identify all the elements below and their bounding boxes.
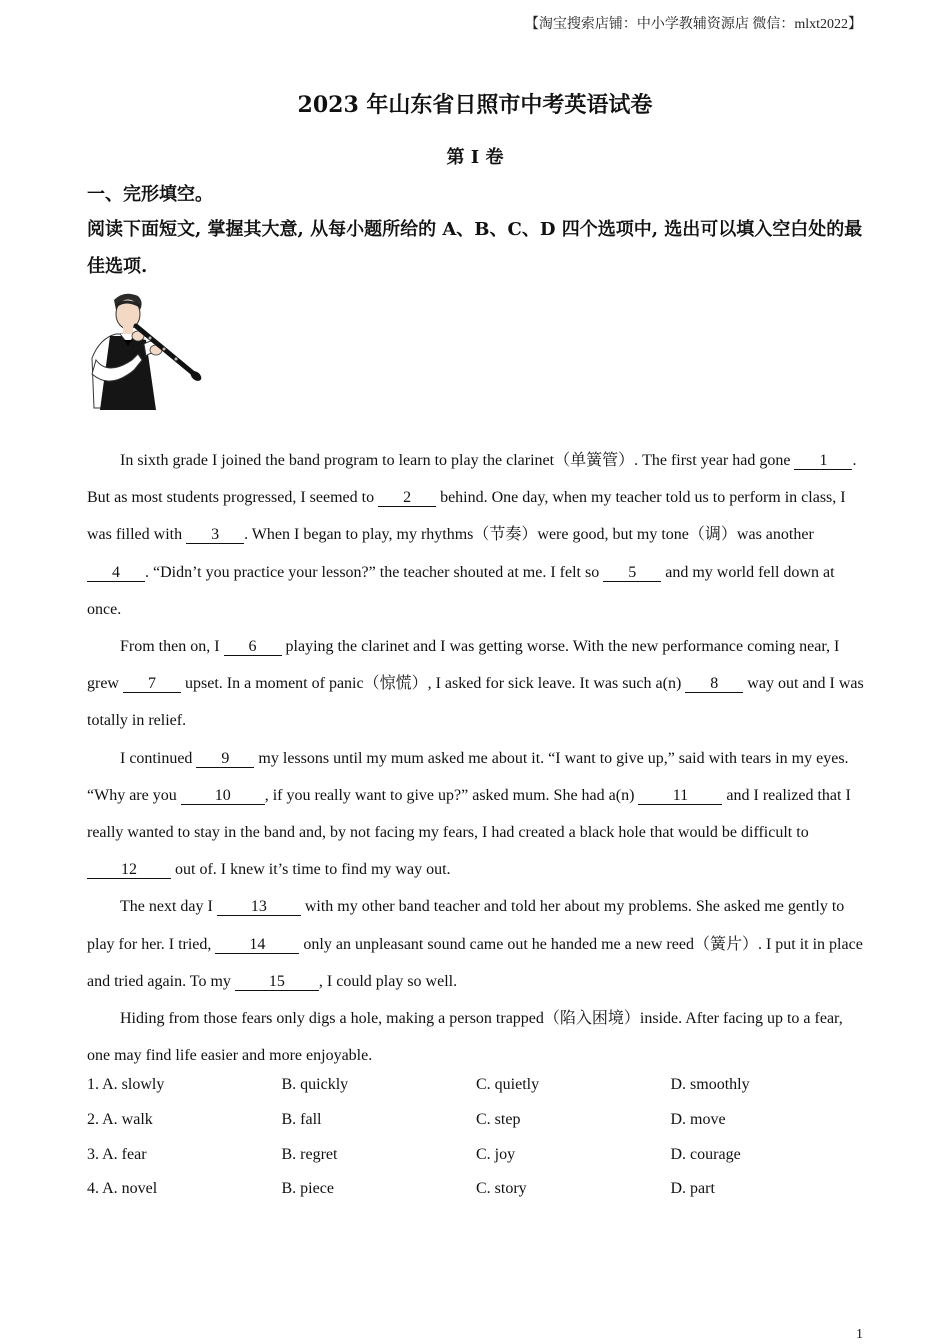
option-row [87, 1137, 867, 1172]
blank-4[interactable]: 4 [87, 564, 145, 582]
passage-paragraph-2: From then on, I 6 playing the clarinet and I was getting worse. With the new performance coming near, I grew 7 upset. In a moment of panic（惊慌）, I asked for sick leave. It was such a(n) 8 way out and I was totally in relief. [87, 638, 864, 730]
option-c[interactable]: C. quietly [476, 1076, 540, 1094]
blank-6[interactable]: 6 [224, 638, 282, 656]
header-note: 【淘宝搜索店铺：中小学教辅资源店 微信：mlxt2022】 [524, 17, 862, 32]
blank-7[interactable]: 7 [123, 675, 181, 693]
option-b[interactable]: B. regret [281, 1145, 338, 1163]
section-heading: 一、完形填空。 [87, 184, 213, 205]
blank-3[interactable]: 3 [186, 526, 244, 544]
option-b[interactable]: B. fall [281, 1111, 322, 1129]
option-row [87, 1103, 867, 1138]
passage-paragraph-5: Hiding from those fears only digs a hole, making a person trapped（陷入困境）inside. After facing up to a fear, one may find life easier and more enjoyable. [87, 1010, 843, 1065]
blank-1[interactable]: 1 [794, 452, 852, 470]
option-c[interactable]: C. story [476, 1180, 527, 1198]
option-row [87, 1068, 867, 1103]
passage-paragraph-1: In sixth grade I joined the band program to learn to play the clarinet（单簧管）. The first year had gone 1 . But as most students progressed, I seemed to 2 behind. One day, when my teacher told us to perform in class, I was filled with 3 . When I began to play, my rhythms（节奏）were good, but my tone（调）was another 4 . “Didn’t you practice your lesson?” the teacher shouted at me. I felt so 5 and my world fell down at once. [87, 452, 857, 618]
option-d[interactable]: D. move [670, 1111, 726, 1129]
option-c[interactable]: C. step [476, 1111, 521, 1129]
volume-label: 第 I 卷 [446, 147, 504, 168]
blank-12[interactable]: 12 [87, 861, 171, 879]
passage-paragraph-4: The next day I 13 with my other band teacher and told her about my problems. She asked me gently to play for her. I tried, 14 only an unpleasant sound came out he handed me a new reed（簧片）. I put it in place and tried again. To my 15 , I could play so well. [87, 898, 863, 990]
option-c[interactable]: C. joy [476, 1145, 516, 1163]
option-a[interactable]: 4. A. novel [87, 1180, 158, 1198]
blank-8[interactable]: 8 [685, 675, 743, 693]
option-b[interactable]: B. quickly [281, 1076, 349, 1094]
option-d[interactable]: D. courage [670, 1145, 741, 1163]
page-number: 1 [856, 1327, 863, 1342]
blank-10[interactable]: 10 [181, 787, 265, 805]
page-title: 2023 年山东省日照市中考英语试卷 [297, 92, 653, 118]
option-d[interactable]: D. part [670, 1180, 715, 1198]
option-a[interactable]: 2. A. walk [87, 1111, 153, 1129]
answer-options [87, 1068, 867, 1207]
passage-paragraph-3: I continued 9 my lessons until my mum asked me about it. “I want to give up,” said with tears in my eyes. “Why are you 10 , if you really want to give up?” asked mum. She had a(n) 11 and I realized that I really wanted to stay in the band and, by not facing my fears, I had created a black hole that would be difficult to 12 out of. I knew it’s time to find my way out. [87, 749, 851, 879]
option-row [87, 1172, 867, 1207]
blank-9[interactable]: 9 [196, 750, 254, 768]
option-d[interactable]: D. smoothly [670, 1076, 750, 1094]
option-a[interactable]: 1. A. slowly [87, 1076, 165, 1094]
blank-2[interactable]: 2 [378, 489, 436, 507]
blank-5[interactable]: 5 [603, 564, 661, 582]
passage [87, 442, 865, 1074]
option-b[interactable]: B. piece [281, 1180, 334, 1198]
blank-14[interactable]: 14 [215, 936, 299, 954]
instructions: 阅读下面短文, 掌握其大意, 从每小题所给的 A、B、C、D 四个选项中, 选出可以填入空白处的最佳选项. [87, 219, 863, 277]
clarinet-player-icon [86, 288, 206, 418]
blank-13[interactable]: 13 [217, 898, 301, 916]
blank-11[interactable]: 11 [638, 787, 722, 805]
option-a[interactable]: 3. A. fear [87, 1145, 147, 1163]
blank-15[interactable]: 15 [235, 973, 319, 991]
